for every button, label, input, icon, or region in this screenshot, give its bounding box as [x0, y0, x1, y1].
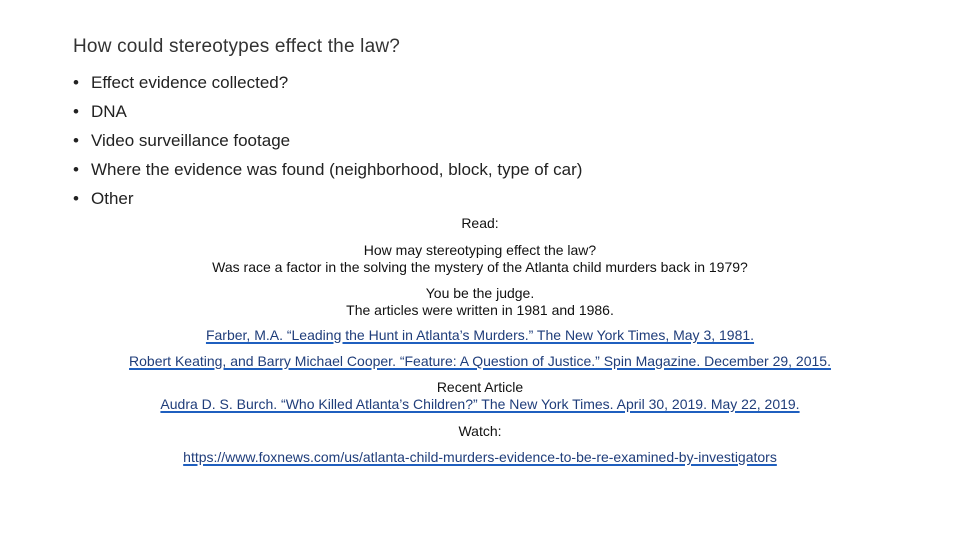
article-link-farber[interactable]: Farber, M.A. “Leading the Hunt in Atlanta’s Murders.” The New York Times, May 3, 1981.: [205, 327, 755, 343]
bullet-item: [73, 184, 582, 213]
articles-line: The articles were written in 1981 and 1986.: [346, 302, 614, 318]
bullet-text: Effect evidence collected?: [91, 73, 289, 92]
link-4-block: [0, 449, 960, 466]
read-heading-block: [0, 215, 960, 232]
bullet-text: Where the evidence was found (neighborhood, block, type of car): [91, 160, 583, 179]
question-2: Was race a factor in the solving the mystery of the Atlanta child murders back in 1979?: [212, 259, 748, 275]
read-heading: Read:: [461, 215, 499, 231]
question-1: How may stereotyping effect the law?: [363, 242, 597, 258]
judge-block: [0, 285, 960, 319]
bullet-dot-icon: •: [73, 73, 79, 92]
watch-heading: Watch:: [458, 423, 502, 439]
recent-heading: Recent Article: [436, 379, 524, 395]
bullet-item: [73, 126, 582, 155]
bullet-text: DNA: [91, 102, 127, 121]
bullet-dot-icon: •: [73, 102, 79, 121]
judge-line: You be the judge.: [425, 285, 535, 301]
bullet-item: [73, 68, 582, 97]
bullet-dot-icon: •: [73, 131, 79, 150]
link-1-block: [0, 327, 960, 344]
link-2-block: [0, 353, 960, 370]
bullet-dot-icon: •: [73, 189, 79, 208]
bullet-list: [73, 68, 582, 213]
bullet-item: [73, 97, 582, 126]
bullet-item: [73, 155, 582, 184]
article-link-burch[interactable]: Audra D. S. Burch. “Who Killed Atlanta’s Children?” The New York Times. April 30, 2019. May 22, 2019.: [160, 396, 800, 412]
bullet-text: Video surveillance footage: [91, 131, 291, 150]
bullet-dot-icon: •: [73, 160, 79, 179]
video-link-foxnews[interactable]: https://www.foxnews.com/us/atlanta-child-murders-evidence-to-be-re-examined-by-investigators: [183, 449, 777, 465]
article-link-spin[interactable]: Robert Keating, and Barry Michael Cooper. “Feature: A Question of Justice.” Spin Magazine. December 29, 2015.: [129, 353, 831, 369]
slide-title: How could stereotypes effect the law?: [73, 36, 401, 57]
bullet-text: Other: [91, 189, 134, 208]
watch-block: [0, 423, 960, 440]
questions-block: [0, 242, 960, 276]
recent-block: [0, 379, 960, 413]
